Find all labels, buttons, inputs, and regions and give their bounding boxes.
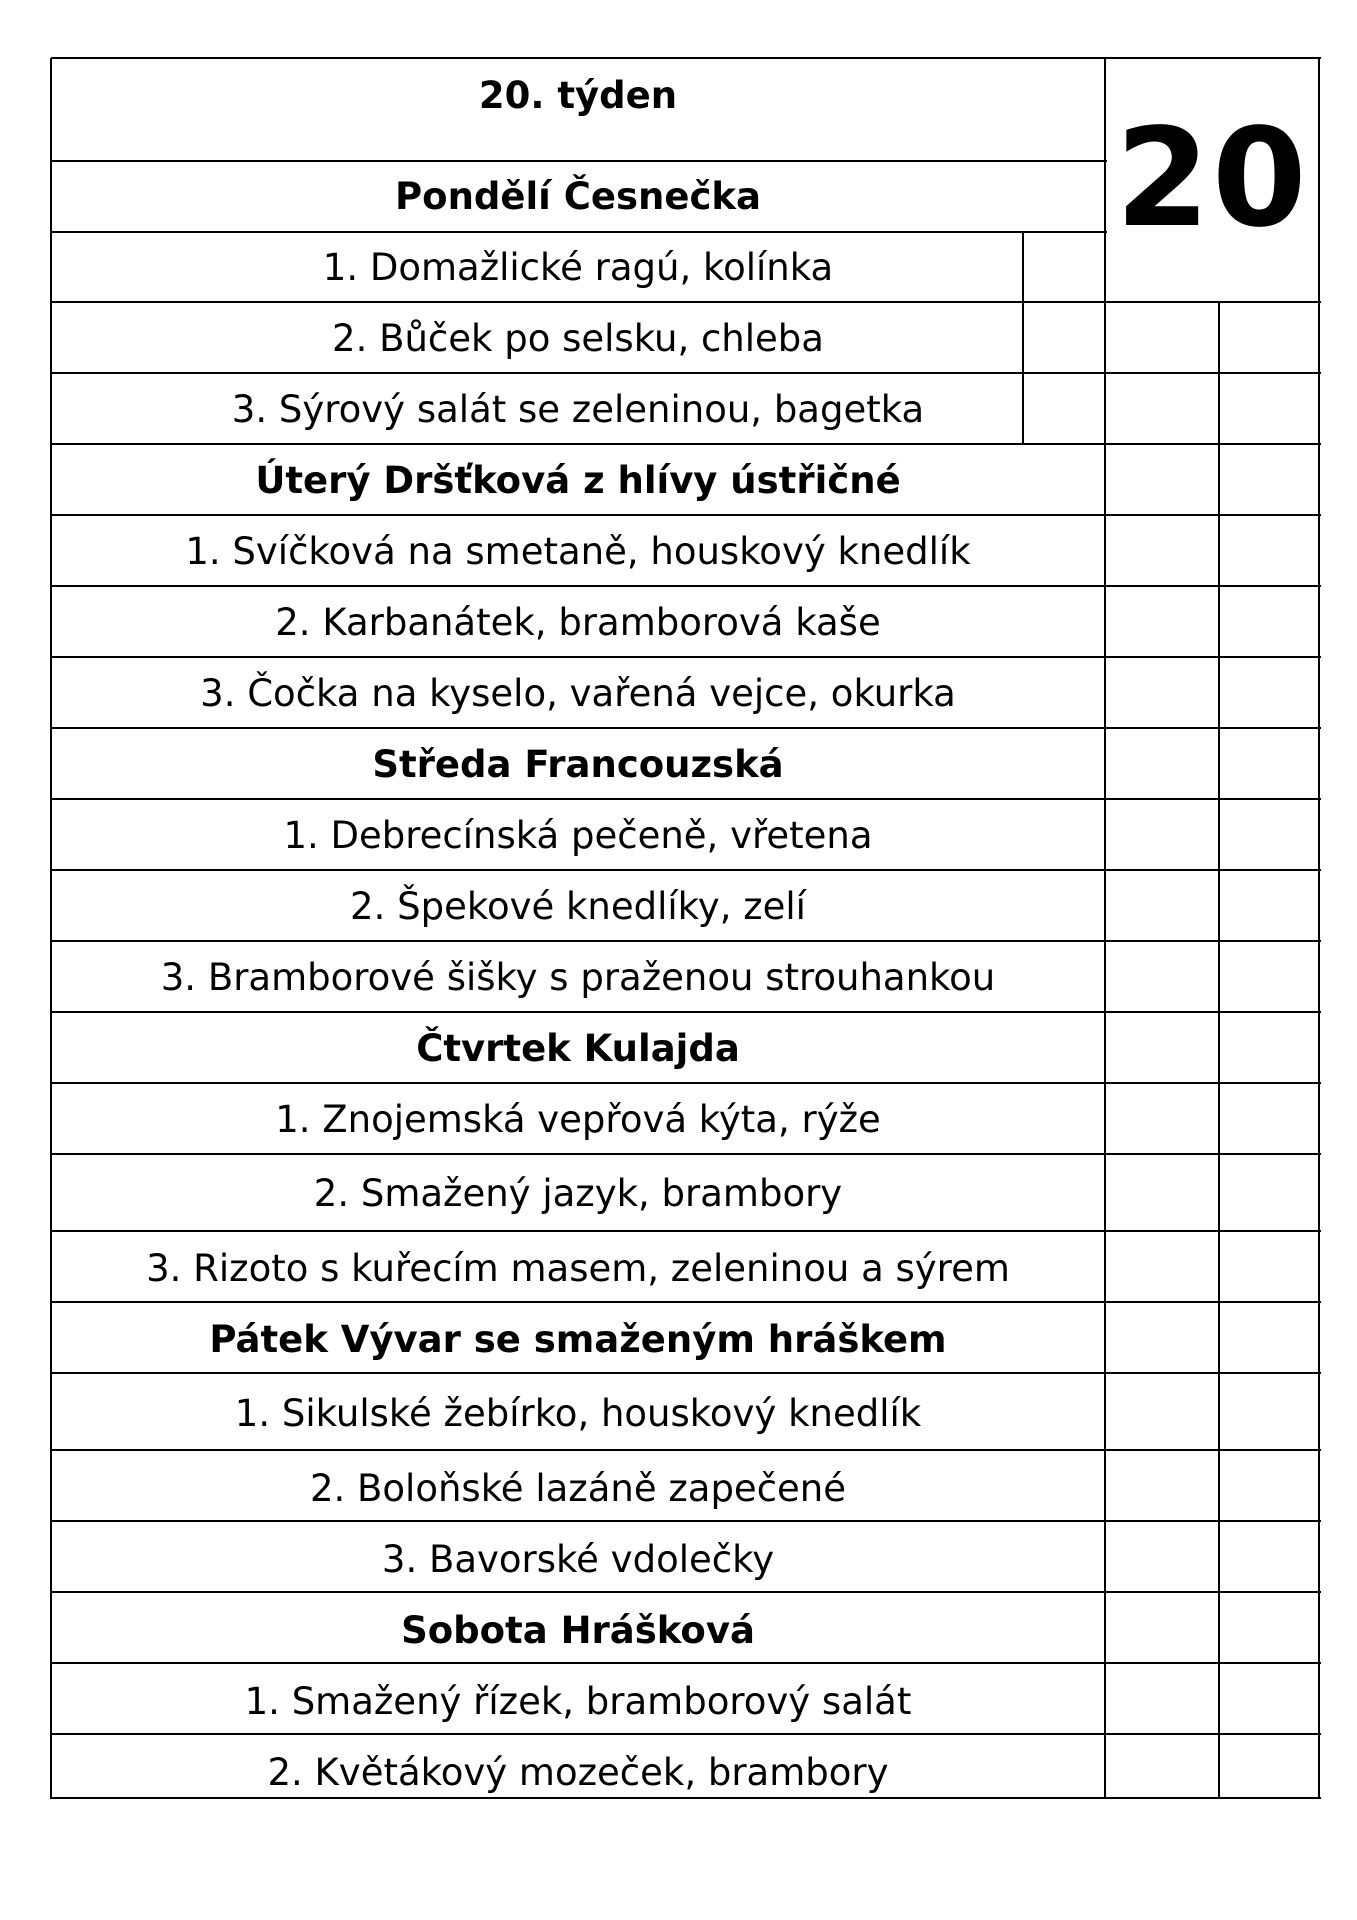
table-row-line (51, 940, 1321, 942)
menu-item-thursday-1: 1. Znojemská vepřová kýta, rýže (275, 1098, 881, 1141)
table-row-line (51, 1230, 1321, 1232)
table-border-right (1318, 58, 1320, 1799)
day-header-tuesday: Úterý Dršťková z hlívy ústřičné (255, 459, 901, 502)
menu-item-friday-3: 3. Bavorské vdolečky (381, 1538, 775, 1581)
menu-item-friday-2: 2. Boloňské lazáně zapečené (309, 1467, 847, 1510)
week-number: 20 (1115, 100, 1309, 258)
table-row-line (51, 1082, 1321, 1084)
menu-item-tuesday-2: 2. Karbanátek, bramborová kaše (275, 601, 881, 644)
day-header-thursday: Čtvrtek Kulajda (416, 1027, 740, 1070)
menu-item-tuesday-1: 1. Svíčková na smetaně, houskový knedlík (185, 530, 971, 573)
table-row-line (51, 1153, 1321, 1155)
table-row-line (51, 1301, 1321, 1303)
table-row-line (51, 1662, 1321, 1664)
day-header-monday: Pondělí Česnečka (395, 175, 761, 218)
menu-item-thursday-3: 3. Rizoto s kuřecím masem, zeleninou a sýrem (146, 1247, 1010, 1290)
table-row-line (51, 585, 1321, 587)
day-header-wednesday: Středa Francouzská (372, 743, 784, 786)
table-row-line (51, 1591, 1321, 1593)
menu-item-saturday-2: 2. Květákový mozeček, brambory (267, 1751, 889, 1794)
menu-item-saturday-1: 1. Smažený řízek, bramborový salát (244, 1680, 912, 1723)
menu-item-wednesday-3: 3. Bramborové šišky s praženou strouhankou (160, 956, 996, 999)
table-row-line (51, 514, 1321, 516)
table-row-line (51, 1449, 1321, 1451)
menu-item-monday-2: 2. Bůček po selsku, chleba (332, 317, 824, 360)
day-header-saturday: Sobota Hrášková (401, 1609, 755, 1652)
table-row-line (51, 372, 1321, 374)
menu-item-monday-1: 1. Domažlické ragú, kolínka (322, 246, 834, 289)
menu-item-tuesday-3: 3. Čočka na kyselo, vařená vejce, okurka (200, 672, 956, 715)
day-header-friday: Pátek Vývar se smaženým hráškem (209, 1318, 947, 1361)
table-row-line (51, 1011, 1321, 1013)
menu-item-thursday-2: 2. Smažený jazyk, brambory (313, 1172, 843, 1215)
table-row-line (51, 798, 1321, 800)
table-row-line (51, 160, 1107, 162)
menu-item-friday-1: 1. Sikulské žebírko, houskový knedlík (234, 1392, 922, 1435)
menu-item-wednesday-2: 2. Špekové knedlíky, zelí (350, 885, 806, 928)
table-row-line (51, 869, 1321, 871)
menu-item-monday-3: 3. Sýrový salát se zeleninou, bagetka (231, 388, 925, 431)
table-check-column-line (1218, 302, 1220, 1799)
table-row-line (51, 231, 1107, 233)
table-row-line (51, 1733, 1321, 1735)
table-row-line (51, 656, 1321, 658)
table-row-line (51, 301, 1321, 303)
table-row-line (51, 443, 1321, 445)
table-row-line (51, 1372, 1321, 1374)
table-border-bottom (51, 1797, 1321, 1799)
table-row-line (51, 1520, 1321, 1522)
table-row-line (51, 727, 1321, 729)
menu-item-wednesday-1: 1. Debrecínská pečeně, vřetena (283, 814, 873, 857)
week-title: 20. týden (478, 74, 678, 117)
